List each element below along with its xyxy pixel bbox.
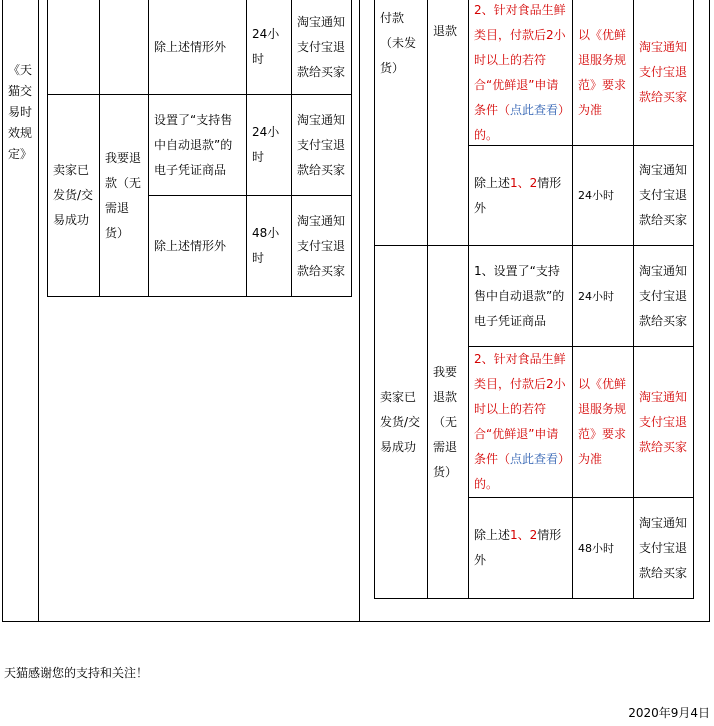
time-text: 24小时 — [578, 289, 614, 303]
right-shipped-row2-time — [572, 346, 634, 498]
right-shipped-row3-action — [633, 497, 694, 599]
time-text: 24小时 — [252, 125, 280, 164]
action-text: 淘宝通知支付宝退款给买家 — [639, 40, 688, 104]
outer-border-center — [359, 0, 360, 622]
left-shipped-row1-time — [246, 94, 292, 196]
right-shipped-row3-condition — [468, 497, 573, 599]
condition-text: 除上述1、2情形外 — [474, 528, 562, 567]
request-text: 退款 — [433, 24, 458, 38]
condition-text: 除上述情形外 — [154, 39, 227, 54]
left-top-action-cell — [291, 0, 352, 95]
action-text: 淘宝通知支付宝退款给买家 — [639, 163, 688, 227]
right-unshipped-row3-action — [633, 145, 694, 246]
condition-text: 2、针对食品生鲜类目，付款后2小时以上的若符合“优鲜退”申请条件（点此查看）的。 — [474, 2, 566, 142]
status-text: 卖家已发货/交易成功 — [380, 389, 421, 454]
outer-border-left — [2, 0, 3, 622]
time-text: 以《优鲜退服务规范》要求为准 — [578, 377, 627, 466]
left-shipped-row2-action — [291, 195, 352, 297]
thanks-text: 天猫感谢您的支持和关注！ — [4, 666, 149, 680]
view-details-link[interactable]: 点此查看 — [510, 102, 559, 117]
status-text: 卖家已发货/交易成功 — [53, 163, 94, 227]
time-text: 24小时 — [578, 189, 614, 202]
right-unshipped-row3-condition — [468, 145, 573, 246]
left-top-condition-cell — [148, 0, 247, 95]
right-unshipped-row2-condition — [468, 0, 573, 146]
document-date: 2020年9月4日 — [628, 706, 710, 720]
action-text: 淘宝通知支付宝退款给买家 — [639, 263, 688, 328]
right-unshipped-row2-time — [572, 0, 634, 146]
status-text: 付款（未发货） — [380, 11, 417, 75]
left-top-request-cell — [99, 0, 149, 95]
time-text: 以《优鲜退服务规范》要求为准 — [578, 27, 627, 117]
right-shipped-row2-action — [633, 346, 694, 498]
right-shipped-row3-time — [572, 497, 634, 599]
view-details-link[interactable]: 点此查看 — [510, 452, 559, 466]
left-shipped-status-cell — [47, 94, 100, 297]
left-top-status-cell — [47, 0, 100, 95]
time-text: 24小时 — [252, 27, 280, 66]
right-unshipped-row3-time — [572, 145, 634, 246]
action-text: 淘宝通知支付宝退款给买家 — [639, 515, 688, 580]
left-shipped-request-cell — [99, 94, 149, 297]
right-shipped-row1-condition — [468, 245, 573, 347]
time-text: 48小时 — [578, 541, 614, 555]
action-text: 淘宝通知支付宝退款给买家 — [297, 112, 346, 177]
section-label: 《天猫交易时效规定》 — [7, 63, 32, 161]
condition-text: 设置了“支持售中自动退款”的电子凭证商品 — [154, 112, 233, 177]
left-shipped-row1-action — [291, 94, 352, 196]
condition-text: 1、设置了“支持售中自动退款”的电子凭证商品 — [474, 263, 565, 328]
time-text: 48小时 — [252, 226, 280, 265]
request-text: 我要退款（无需退货） — [105, 150, 142, 240]
condition-text: 除上述情形外 — [154, 238, 227, 253]
right-shipped-status-cell — [374, 245, 428, 599]
action-text: 淘宝通知支付宝退款给买家 — [297, 213, 346, 278]
left-shipped-row2-time — [246, 195, 292, 297]
right-unshipped-request-cell — [427, 0, 469, 246]
action-text: 淘宝通知支付宝退款给买家 — [639, 389, 688, 454]
request-text: 我要退款（无需退货） — [433, 364, 458, 479]
outer-border-right — [709, 0, 710, 622]
left-top-time-cell — [246, 0, 292, 95]
outer-border-mid — [38, 0, 39, 622]
left-shipped-row2-condition — [148, 195, 247, 297]
right-unshipped-row2-action — [633, 0, 694, 146]
right-shipped-row1-action — [633, 245, 694, 347]
right-shipped-row2-condition — [468, 346, 573, 498]
condition-text: 2、针对食品生鲜类目，付款后2小时以上的若符合“优鲜退”申请条件（点此查看）的。 — [474, 352, 566, 491]
left-shipped-row1-condition — [148, 94, 247, 196]
right-shipped-row1-time — [572, 245, 634, 347]
outer-border-bottom — [2, 621, 710, 622]
condition-text: 除上述1、2情形外 — [474, 175, 562, 215]
right-shipped-request-cell — [427, 245, 469, 599]
action-text: 淘宝通知支付宝退款给买家 — [297, 14, 346, 79]
right-unshipped-status-cell — [374, 0, 428, 246]
